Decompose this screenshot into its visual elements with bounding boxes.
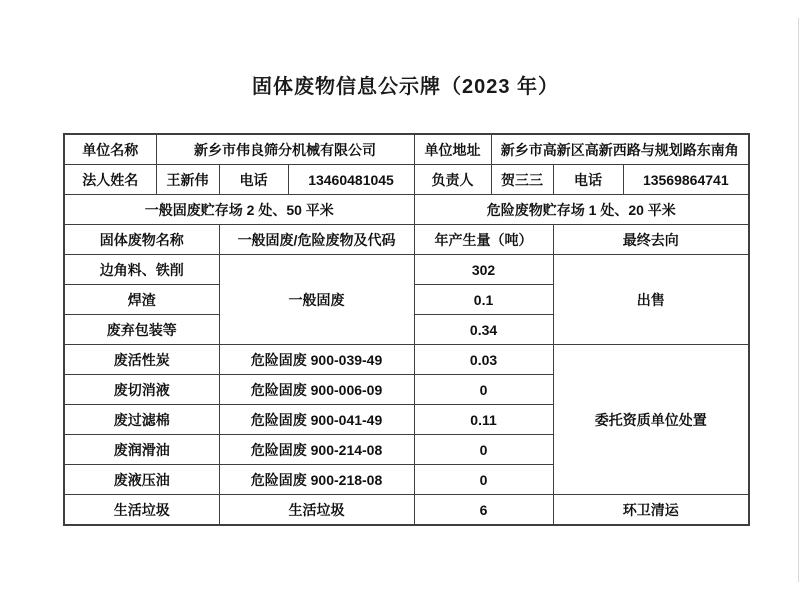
unit-name-value: 新乡市伟良筛分机械有限公司 (156, 134, 414, 165)
waste-amount: 6 (414, 495, 553, 526)
waste-name: 废活性炭 (64, 345, 219, 375)
waste-amount: 0.1 (414, 285, 553, 315)
waste-amount: 0.34 (414, 315, 553, 345)
waste-destination: 委托资质单位处置 (553, 345, 749, 495)
table-header-row (64, 225, 749, 255)
table-row (64, 134, 749, 165)
waste-name: 废过滤棉 (64, 405, 219, 435)
unit-name-label: 单位名称 (64, 134, 156, 165)
waste-name: 废液压油 (64, 465, 219, 495)
waste-category: 危险固废 900-039-49 (219, 345, 414, 375)
page-edge-line (798, 18, 799, 582)
table-row (64, 495, 749, 526)
legal-phone-label: 电话 (219, 165, 288, 195)
waste-category: 危险固废 900-041-49 (219, 405, 414, 435)
waste-name: 废润滑油 (64, 435, 219, 465)
manager-value: 贺三三 (491, 165, 553, 195)
waste-name: 废切消液 (64, 375, 219, 405)
waste-destination: 出售 (553, 255, 749, 345)
legal-person-label: 法人姓名 (64, 165, 156, 195)
legal-phone-value: 13460481045 (288, 165, 414, 195)
hazardous-storage-info: 危险废物贮存场 1 处、20 平米 (414, 195, 749, 225)
waste-destination: 环卫清运 (553, 495, 749, 526)
header-waste-category: 一般固废/危险废物及代码 (219, 225, 414, 255)
waste-category: 危险固废 900-214-08 (219, 435, 414, 465)
manager-phone-value: 13569864741 (623, 165, 749, 195)
header-destination: 最终去向 (553, 225, 749, 255)
waste-name: 边角料、铁削 (64, 255, 219, 285)
waste-amount: 0 (414, 465, 553, 495)
unit-address-label: 单位地址 (414, 134, 491, 165)
table-row (64, 165, 749, 195)
manager-phone-label: 电话 (553, 165, 623, 195)
table-row (64, 345, 749, 375)
table-row (64, 195, 749, 225)
waste-name: 焊渣 (64, 285, 219, 315)
page-title: 固体废物信息公示牌（2023 年） (251, 76, 560, 98)
waste-amount: 0 (414, 435, 553, 465)
manager-label: 负责人 (414, 165, 491, 195)
header-annual-amount: 年产生量（吨） (414, 225, 553, 255)
waste-category: 一般固废 (219, 255, 414, 345)
waste-name: 生活垃圾 (64, 495, 219, 526)
waste-amount: 0.03 (414, 345, 553, 375)
waste-name: 废弃包装等 (64, 315, 219, 345)
waste-amount: 0.11 (414, 405, 553, 435)
legal-person-value: 王新伟 (156, 165, 219, 195)
solid-waste-notice-table (63, 133, 750, 526)
waste-category: 危险固废 900-006-09 (219, 375, 414, 405)
waste-amount: 0 (414, 375, 553, 405)
table-row (64, 255, 749, 285)
unit-address-value: 新乡市高新区高新西路与规划路东南角 (491, 134, 749, 165)
header-waste-name: 固体废物名称 (64, 225, 219, 255)
waste-category: 生活垃圾 (219, 495, 414, 526)
general-storage-info: 一般固废贮存场 2 处、50 平米 (64, 195, 414, 225)
waste-amount: 302 (414, 255, 553, 285)
waste-category: 危险固废 900-218-08 (219, 465, 414, 495)
